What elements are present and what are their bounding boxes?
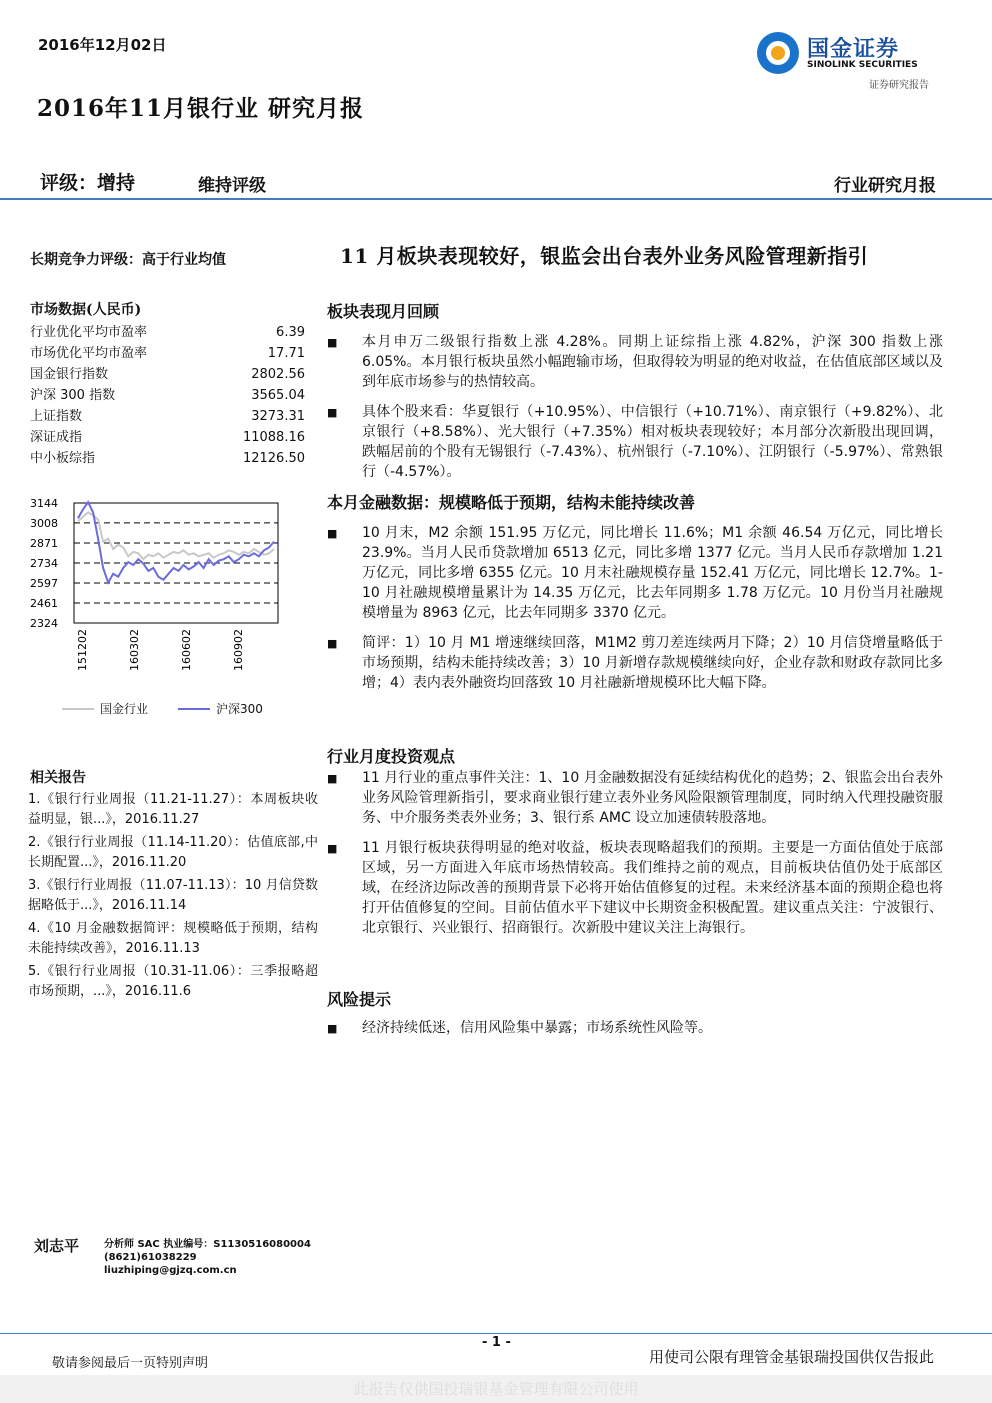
market-data-value: 17.71 <box>267 346 305 361</box>
series-line-industry <box>78 512 274 559</box>
watermark: 此报告仅供国投瑞银基金管理有限公司使用 <box>0 1375 992 1403</box>
long-term-rating: 长期竞争力评级：高于行业均值 <box>30 252 226 268</box>
market-data-value: 3273.31 <box>251 409 305 424</box>
paragraph: 10 月末，M2 余额 151.95 万亿元，同比增长 11.6%；M1 余额 46.54 万亿元，同比增长 23.9%。当月人民币贷款增加 6513 亿元，同比多增 1377 亿元。当月人民币存款增加 1.21 万亿元，同比多增 6355 亿元。10 月末社融规模存量 152.41 万亿元，同比增长 12.7%。1-10 月社融规模增量累计为 14.35 万亿元，比去年同期多 1.78 万亿元。10 月份当月社融规模增量为 8963 亿元，比去年同期多 3370 亿元。 <box>362 525 943 621</box>
company-logo <box>757 30 947 90</box>
market-data-row <box>30 343 305 364</box>
section-title: 风险提示 <box>327 990 392 1009</box>
market-data-table <box>30 322 305 469</box>
report-type: 行业研究月报 <box>834 176 936 196</box>
y-tick-label: 2597 <box>30 577 58 591</box>
paragraph: 本月申万二级银行指数上涨 4.28%。同期上证综指上涨 4.82%，沪深 300 指数上涨 6.05%。本月银行板块虽然小幅跑输市场，但取得较为明显的绝对收益，在估值底部区域以及到年底市场参与的热情较高。 <box>362 334 943 390</box>
y-tick-label: 3144 <box>30 497 58 510</box>
index-chart <box>28 495 298 695</box>
legend-label-industry: 国金行业 <box>100 702 149 716</box>
related-report-item[interactable]: 3.《银行行业周报（11.07-11.13）：10 月信贷数据略低于...》，2016.11.14 <box>28 878 318 913</box>
bullet-icon: ■ <box>327 1022 338 1035</box>
section-body <box>327 1018 943 1039</box>
logo-name-en: SINOLINK SECURITIES <box>807 60 918 70</box>
related-reports-list <box>28 790 318 1005</box>
report-headline: 11 月板块表现较好，银监会出台表外业务风险管理新指引 <box>340 244 869 268</box>
market-data-row <box>30 364 305 385</box>
market-data-row <box>30 448 305 469</box>
y-tick-label: 3008 <box>30 516 58 530</box>
paragraph: 11 月行业的重点事件关注：1、10 月金融数据没有延续结构优化的趋势；2、银监会出台表外业务风险管理新指引，要求商业银行建立表外业务风险限额管理制度，同时纳入代理投融资服务、中介服务类表外业务；3、银行系 AMC 设立加速债转股落地。 <box>362 770 943 826</box>
market-data-label: 深证成指 <box>30 430 83 445</box>
market-data-label: 上证指数 <box>30 409 83 424</box>
bullet-icon: ■ <box>327 842 338 855</box>
market-data-label: 市场优化平均市盈率 <box>30 346 148 361</box>
report-date: 2016年12月02日 <box>38 36 167 54</box>
market-data-label: 沪深 300 指数 <box>30 388 116 403</box>
footer-divider <box>0 1333 992 1334</box>
header-divider <box>0 198 992 200</box>
section-title: 板块表现月回顾 <box>327 302 440 321</box>
logo-subtitle: 证券研究报告 <box>869 80 929 91</box>
x-tick-label: 160302 <box>128 629 141 671</box>
paragraph: 经济持续低迷，信用风险集中暴露；市场系统性风险等。 <box>362 1020 712 1036</box>
bullet-icon: ■ <box>327 772 338 785</box>
section-title: 行业月度投资观点 <box>327 747 456 766</box>
market-data-row <box>30 427 305 448</box>
x-tick-label: 160602 <box>180 629 193 671</box>
report-title: 2016年11月银行业 研究月报 <box>37 95 365 122</box>
legend-swatch-hs300 <box>178 708 210 710</box>
rating-maintain: 维持评级 <box>198 176 266 196</box>
x-tick-label: 160902 <box>232 629 245 671</box>
market-data-row <box>30 385 305 406</box>
analyst-info <box>104 1238 311 1277</box>
market-data-value: 2802.56 <box>251 367 305 382</box>
analyst-email[interactable]: liuzhiping@gjzq.com.cn <box>104 1265 237 1276</box>
chart-legend <box>62 700 263 717</box>
bullet-icon: ■ <box>327 406 338 419</box>
y-tick-label: 2324 <box>30 617 58 630</box>
paragraph: 11 月银行板块获得明显的绝对收益，板块表现略超我们的预期。主要是一方面估值处于底部区域，另一方面进入年底市场热情较高。我们维持之前的观点，目前板块估值仍处于底部区域，在经济边际改善的预期背景下必将开始估值修复的过程。未来经济基本面的预期企稳也将打开估值修复的空间。目前估值水平下建议中长期资金积极配置。建议重点关注：宁波银行、北京银行、兴业银行、招商银行。次新股中建议关注上海银行。 <box>362 840 943 936</box>
section-body <box>327 768 943 938</box>
y-tick-label: 2734 <box>30 557 58 570</box>
y-tick-label: 2461 <box>30 596 58 610</box>
paragraph: 简评：1）10 月 M1 增速继续回落，M1M2 剪刀差连续两月下降；2）10 月信贷增量略低于市场预期，结构未能持续改善；3）10 月新增存款规模继续向好，企业存款和财政存款同比多增；4）表内表外融资均回落致 10 月社融新增规模环比大幅下降。 <box>362 635 943 691</box>
legend-label-hs300: 沪深300 <box>216 702 263 716</box>
analyst-license: 分析师 SAC 执业编号：S1130516080004 <box>104 1239 311 1250</box>
market-data-value: 6.39 <box>276 325 305 340</box>
market-data-title: 市场数据(人民币) <box>30 302 142 318</box>
section-body <box>327 332 943 482</box>
related-report-item[interactable]: 2.《银行行业周报（11.14-11.20）：估值底部,中长期配置...》，2016.11.20 <box>28 835 318 870</box>
disclaimer-note: 敬请参阅最后一页特别声明 <box>52 1356 209 1371</box>
market-data-label: 国金银行指数 <box>30 367 109 382</box>
analyst-name: 刘志平 <box>34 1237 80 1255</box>
x-tick-label: 151202 <box>76 629 89 671</box>
market-data-label: 行业优化平均市盈率 <box>30 325 148 340</box>
paragraph: 具体个股来看：华夏银行（+10.95%）、中信银行（+10.71%）、南京银行（+9.82%）、北京银行（+8.58%）、光大银行（+7.35%）相对板块表现较好；本月部分次新股出现回调，跌幅居前的个股有无锡银行（-7.43%）、杭州银行（-7.10%）、江阴银行（-5.97%）、常熟银行（-4.57%）。 <box>362 404 943 480</box>
related-report-item[interactable]: 4.《10 月金融数据简评：规模略低于预期，结构未能持续改善》，2016.11.13 <box>28 921 318 956</box>
bullet-icon: ■ <box>327 336 338 349</box>
market-data-value: 3565.04 <box>251 388 305 403</box>
section-body <box>327 523 943 693</box>
related-report-item[interactable]: 1.《银行行业周报（11.21-11.27）：本周板块收益明显，银...》，2016.11.27 <box>28 792 318 827</box>
y-tick-label: 2871 <box>30 536 58 550</box>
market-data-label: 中小板综指 <box>30 451 96 466</box>
market-data-row <box>30 322 305 343</box>
bullet-icon: ■ <box>327 637 338 650</box>
legend-swatch-industry <box>62 708 94 710</box>
page-number: - 1 - <box>482 1335 511 1350</box>
related-report-item[interactable]: 5.《银行行业周报（10.31-11.06）：三季报略超市场预期，...》，2016.11.6 <box>28 964 318 999</box>
market-data-row <box>30 406 305 427</box>
related-reports-title: 相关报告 <box>30 770 86 786</box>
distribution-note: 用使司公限有理管金基银瑞投国供仅告报此 <box>648 1348 934 1366</box>
rating: 评级：增持 <box>40 172 136 194</box>
logo-name-cn: 国金证券 <box>807 37 900 62</box>
market-data-value: 11088.16 <box>242 430 305 445</box>
section-title: 本月金融数据：规模略低于预期，结构未能持续改善 <box>327 493 696 512</box>
market-data-value: 12126.50 <box>242 451 305 466</box>
bullet-icon: ■ <box>327 527 338 540</box>
series-line-hs300 <box>78 502 274 582</box>
analyst-phone: (8621)61038229 <box>104 1252 197 1263</box>
